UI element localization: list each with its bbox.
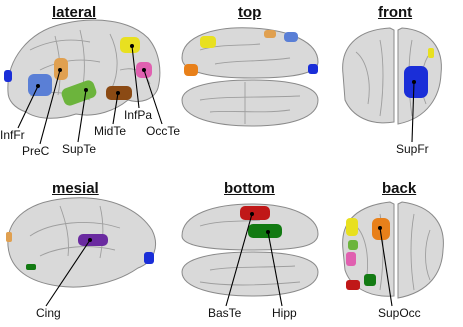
top-title: top — [238, 4, 262, 21]
label-infpa: InfPa — [124, 108, 153, 122]
bottom-title: bottom — [224, 180, 275, 197]
infpa-patch — [120, 37, 140, 53]
label-inffr: InfFr — [0, 128, 25, 142]
label-baste: BasTe — [208, 306, 242, 320]
infra-patch — [28, 74, 52, 96]
hipp-patch — [248, 224, 282, 238]
label-supfr: SupFr — [396, 142, 429, 156]
label-supocc: SupOcc — [378, 306, 421, 320]
label-midte: MidTe — [94, 124, 127, 138]
top-brain — [182, 28, 318, 126]
lateral-title: lateral — [52, 4, 97, 21]
cing-patch — [78, 234, 108, 246]
lateral-brain — [4, 20, 162, 144]
mesial-title: mesial — [52, 180, 99, 197]
label-occte: OccTe — [146, 124, 181, 138]
back-title: back — [382, 180, 417, 197]
label-prec: PreC — [22, 144, 50, 158]
mesial-brain — [6, 198, 156, 306]
label-cing: Cing — [36, 306, 61, 320]
front-title: front — [378, 4, 413, 21]
bottom-brain — [182, 204, 318, 306]
back-brain — [343, 202, 444, 306]
label-hipp: Hipp — [272, 306, 297, 320]
front-brain — [343, 28, 442, 142]
label-supte: SupTe — [62, 142, 97, 156]
baste-patch — [240, 206, 270, 220]
